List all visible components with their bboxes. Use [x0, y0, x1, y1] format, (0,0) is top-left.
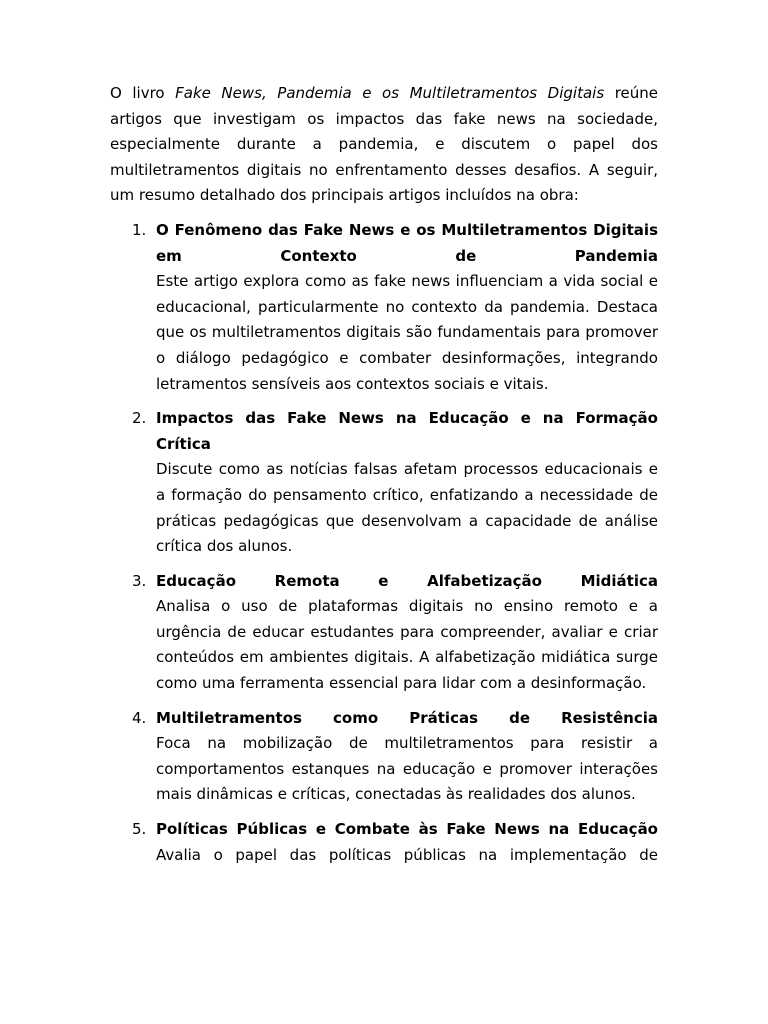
list-item [110, 706, 658, 808]
article-title: Impactos das Fake News na Educação e na Formação Crítica [156, 409, 658, 453]
list-number: 4. [132, 708, 147, 727]
article-summary: Este artigo explora como as fake news influenciam a vida social e educacional, particularmente no contexto da pandemia. Destaca que os multiletramentos digitais são fundamentais para promover o diálogo pedagógico e combater desinformações, integrando letramentos sensíveis aos contextos sociais e vitais. [156, 272, 658, 393]
article-summary: Foca na mobilização de multiletramentos para resistir a comportamentos estanques na educação e promover interações mais dinâmicas e críticas, conectadas às realidades dos alunos. [156, 734, 658, 804]
article-list [110, 218, 658, 868]
list-number: 5. [132, 820, 147, 839]
intro-lead: O livro [110, 84, 176, 102]
article-summary: Discute como as notícias falsas afetam processos educacionais e a formação do pensamento crítico, enfatizando a necessidade de práticas pedagógicas que desenvolvam a capacidade de análise crítica dos alunos. [156, 460, 658, 556]
intro-paragraph [110, 81, 658, 209]
book-title: Fake News, Pandemia e os Multiletramentos Digitais [175, 84, 605, 102]
article-summary: Avalia o papel das políticas públicas na implementação de [156, 845, 658, 864]
article-title: Educação Remota e Alfabetização Midiática [156, 571, 658, 590]
article-title: Políticas Públicas e Combate às Fake News na Educação [156, 820, 658, 839]
list-item [110, 817, 658, 868]
intro-text: reúne artigos que investigam os impactos das fake news na sociedade, especialmente durante a pandemia, e discutem o papel dos multiletramentos digitais no enfrentamento desses desafios. A seguir, um resumo detalhado dos principais artigos incluídos na obra: [110, 84, 658, 205]
list-number: 3. [132, 571, 147, 590]
article-title: O Fenômeno das Fake News e os Multiletramentos Digitais em Contexto de Pandemia [156, 220, 658, 265]
list-item [110, 406, 658, 560]
list-number: 2. [132, 409, 147, 428]
article-summary: Analisa o uso de plataformas digitais no ensino remoto e a urgência de educar estudantes para compreender, avaliar e criar conteúdos em ambientes digitais. A alfabetização midiática surge como uma ferramenta essencial para lidar com a desinformação. [156, 597, 658, 693]
document-page [110, 81, 658, 877]
article-title: Multiletramentos como Práticas de Resistência [156, 708, 658, 727]
list-item [110, 569, 658, 697]
list-item [110, 218, 658, 397]
list-number: 1. [132, 220, 147, 239]
